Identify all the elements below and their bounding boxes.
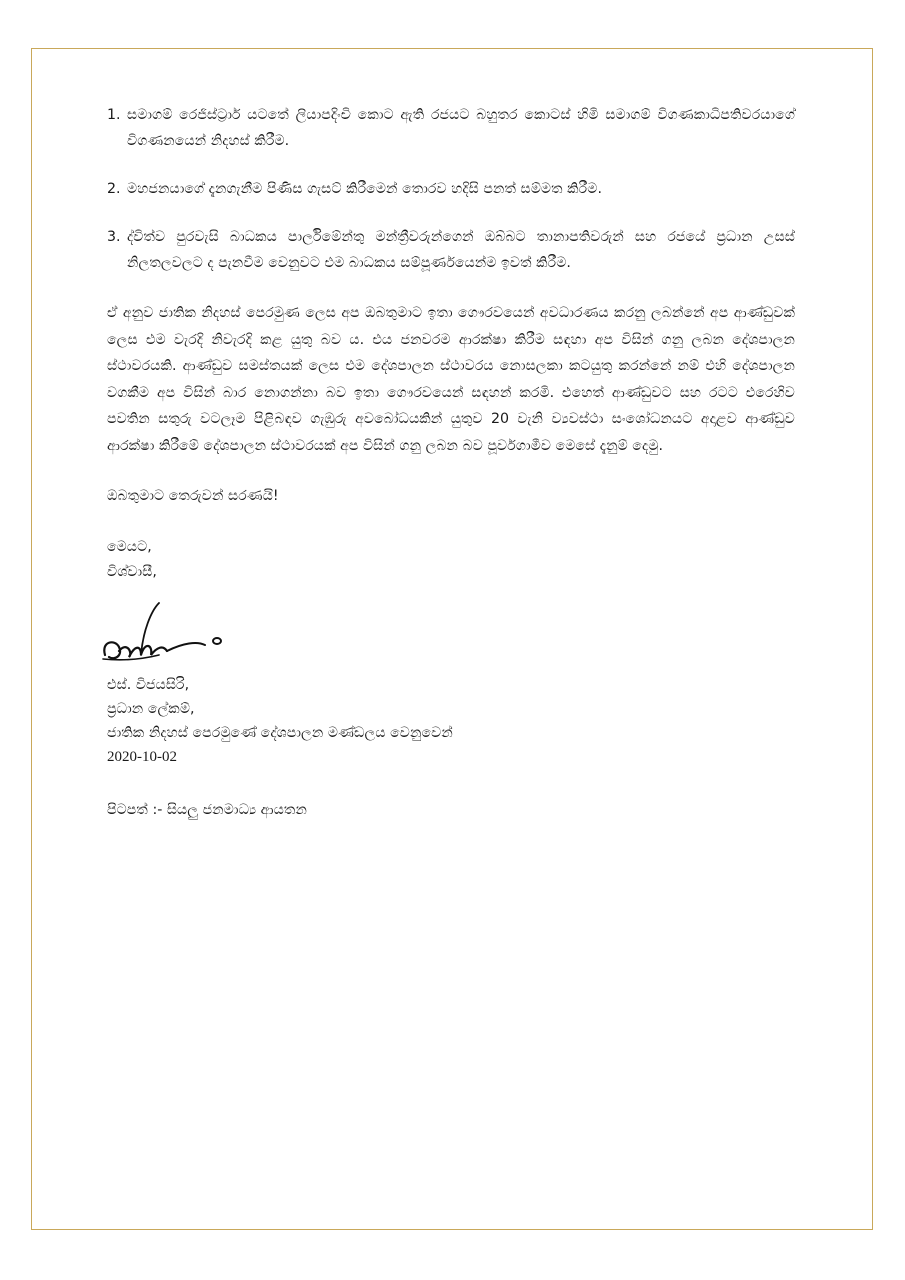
signer-org: ජාතික නිදහස් පෙරමුණේ දේශපාලන මණ්ඩලය වෙනුවෙන් xyxy=(107,725,453,741)
list-item xyxy=(107,224,795,276)
signer-name: එස්. විජයසිරි, xyxy=(107,677,190,693)
closing xyxy=(107,535,795,585)
closing-line: මෙයට, xyxy=(107,539,152,555)
item-number: 1. xyxy=(107,107,121,123)
signature-icon xyxy=(93,581,253,671)
main-paragraph: ඒ අනුව ජාතික නිදහස් පෙරමුණ ලෙස අප ඔබතුමාට ඉතා ගෞරවයෙන් අවධාරණය කරනු ලබන්නේ අප ආණ්ඩුවක් ලෙස එම වැරදි නිවැරදි කළ යුතු බව ය. එය ජනවරම ආරක්ෂා කිරීම සඳහා අප විසින් ගනු ලබන දේශපාලන ස්ථාවරයකි. ආණ්ඩුව සමස්තයක් ලෙස එම දේශපාලන ස්ථාවරය නොසලකා කටයුතු කරන්නේ නම් එහි දේශපාලන වගකීම අප විසින් බාර නොගන්නා බව ඉතා ගෞරවයෙන් සඳහන් කරමි. එහෙත් ආණ්ඩුවට සහ රටට එරෙහිව පවතින සතුරු වටලෑම පිළිබඳව ගැඹුරු අවබෝධයකින් යුතුව 20 වැනි ව්‍යවස්ථා සංශෝධනයට අදාළව ආණ්ඩුව ආරක්ෂා කිරීමේ දේශපාලන ස්ථාවරයක් අප විසින් ගනු ලබන බව පූර්වගාමීව මෙසේ දැනුම් දෙමු. xyxy=(107,305,795,454)
closing-line: විශ්වාසී, xyxy=(107,564,157,580)
signer-title: ප්‍රධාන ලේකම්, xyxy=(107,701,195,717)
item-text: මහජනයාගේ දැනගැනීම පිණිස ගැසට් කිරීමෙන් තොරව හදිසි පනත් සම්මත කිරීම. xyxy=(127,181,602,197)
item-text: සමාගම් රෙජිස්ට්‍රාර් යටතේ ලියාපදිංචි කොට ඇති රජයට බහුතර කොටස් හිමි සමාගම් විගණකාධිපතිවරයාගේ විගණනයෙන් නිදහස් කිරීම. xyxy=(127,107,795,149)
list-item xyxy=(107,176,795,202)
letter-body xyxy=(107,102,795,823)
letter-date: 2020-10-02 xyxy=(107,749,177,765)
item-number: 2. xyxy=(107,181,121,197)
list-item xyxy=(107,102,795,154)
item-number: 3. xyxy=(107,229,121,245)
signer-block xyxy=(107,673,795,769)
signature xyxy=(107,593,795,673)
copies-line: පිටපත් :- සියලු ජනමාධ්‍ය ආයතන xyxy=(107,802,307,818)
item-text: ද්විත්ව පුරවැසි බාධකය පාර්ලිමේන්තු මන්ත්‍රීවරුන්ගෙන් ඔබ්බට තානාපතිවරුන් සහ රජයේ ප්‍රධාන උසස් නිලතලවලට ද පැනවීම වෙනුවට එම බාධකය සම්පූර්ණයෙන්ම ඉවත් කිරීම. xyxy=(127,229,795,271)
salutation: ඔබතුමාට තෙරුවන් සරණයි! xyxy=(107,488,279,504)
